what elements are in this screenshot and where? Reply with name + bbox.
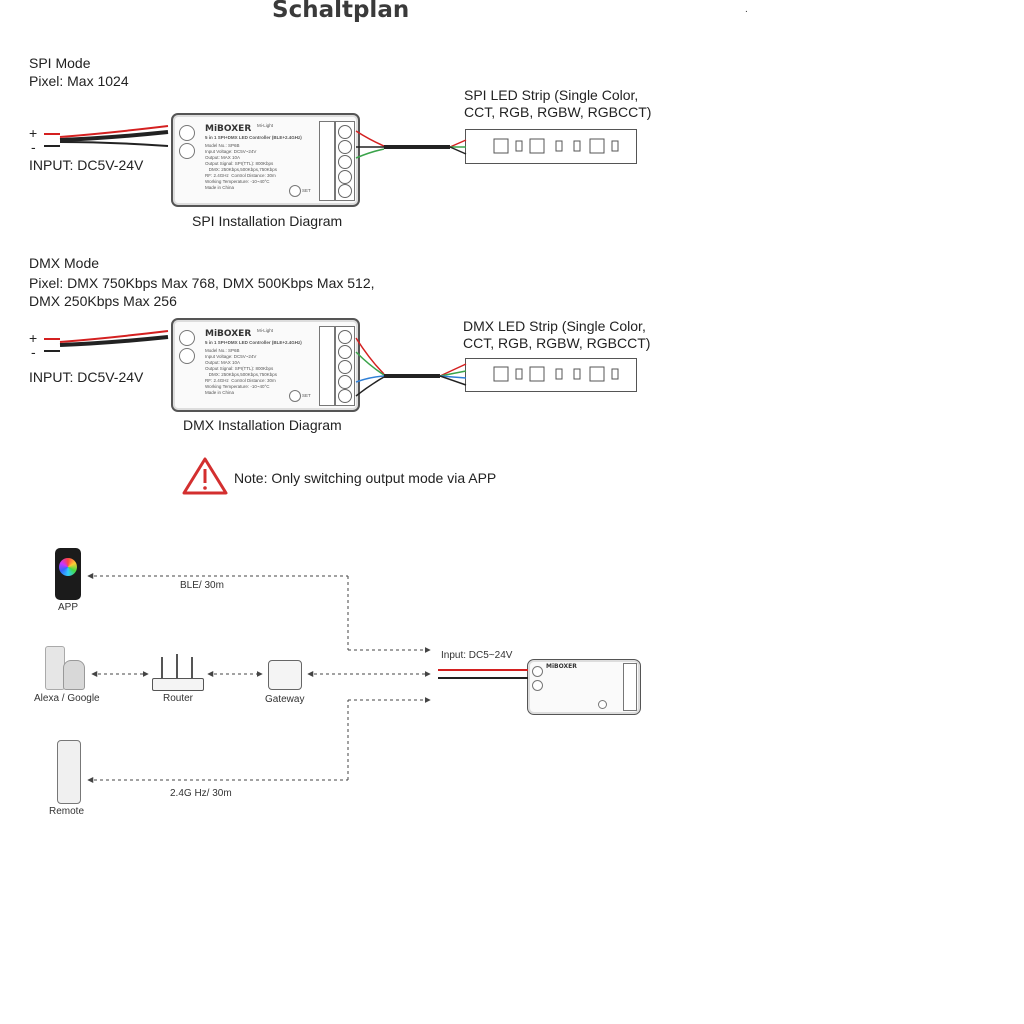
warning-icon [184, 459, 226, 493]
dmx-controller-specs: Model No.: SP6B Input Voltage: DC5V~24V Output: MAX 10A Output Signal: SPI(TTL): 800Kbps DMX: 250Kbps,500Kbps,750Kbps RF: 2.4GHz Control Distance: 30m Working Temperature: -10~40°C Made in China [205, 348, 278, 395]
dmx-strip-leds [494, 367, 618, 381]
note-text: Note: Only switching output mode via APP [234, 470, 497, 486]
remote-label: Remote [49, 806, 85, 817]
dmx-controller-brand: MiBOXER [205, 329, 252, 339]
dmx-strip-label-1: DMX LED Strip (Single Color, [463, 318, 646, 334]
rf-label: 2.4G Hz/ 30m [170, 788, 232, 799]
spi-input-label: INPUT: DC5V-24V [29, 157, 144, 173]
spi-output-wires [356, 131, 466, 158]
spi-minus-label: - [31, 139, 36, 155]
dmx-controller-name: 5 in 1 SPI+DMX LED Controller (BLE+2.4GHz) [205, 340, 302, 345]
dmx-controller-sub-brand: Mi-Light [257, 328, 274, 333]
spi-strip-label-1: SPI LED Strip (Single Color, [464, 87, 639, 103]
ble-label: BLE/ 30m [180, 580, 224, 591]
app-label: APP [58, 602, 79, 613]
spi-controller-specs: Model No.: SP6B Input Voltage: DC5V~24V Output: MAX 10A Output Signal: SPI(TTL): 800Kbps DMX: 250Kbps,500Kbps,750Kbps RF: 2.4GHz Control Distance: 30m Working Temperature: -10~40°C Made in China [205, 143, 278, 190]
spi-input-wires [44, 126, 168, 146]
dmx-set-label: SET [302, 393, 311, 398]
connection-lines [88, 576, 430, 780]
dmx-input-label: INPUT: DC5V-24V [29, 369, 144, 385]
spi-mode-label: SPI Mode [29, 55, 91, 71]
stray-dot: . [745, 4, 748, 15]
router-label: Router [163, 693, 194, 704]
network-controller-brand: MiBOXER [546, 663, 577, 670]
dmx-pixel-label-1: Pixel: DMX 750Kbps Max 768, DMX 500Kbps Max 512, [29, 275, 375, 291]
gateway-label: Gateway [265, 694, 305, 705]
spi-strip-leds [494, 139, 618, 153]
spi-pixel-label: Pixel: Max 1024 [29, 73, 129, 89]
router-antennas [162, 654, 192, 678]
dmx-mode-label: DMX Mode [29, 255, 100, 271]
spi-caption: SPI Installation Diagram [192, 213, 343, 229]
spi-strip-label-2: CCT, RGB, RGBW, RGBCCT) [464, 104, 652, 120]
dmx-strip-label-2: CCT, RGB, RGBW, RGBCCT) [463, 335, 651, 351]
dmx-input-wires [44, 331, 168, 351]
dmx-plus-label: + [29, 330, 38, 346]
page-title: Schaltplan [272, 0, 410, 23]
network-input-label: Input: DC5~24V [441, 650, 513, 661]
dmx-caption: DMX Installation Diagram [183, 417, 342, 433]
network-input-wires [438, 670, 528, 678]
spi-set-label: SET [302, 188, 311, 193]
dmx-pixel-label-2: DMX 250Kbps Max 256 [29, 293, 177, 309]
spi-controller-sub-brand: Mi-Light [257, 123, 274, 128]
spi-controller-brand: MiBOXER [205, 124, 252, 134]
dmx-minus-label: - [31, 344, 36, 360]
dmx-output-wires [356, 338, 466, 396]
spi-controller-name: 5 in 1 SPI+DMX LED Controller (BLE+2.4GHz) [205, 135, 302, 140]
spi-plus-label: + [29, 125, 38, 141]
alexa-google-label: Alexa / Google [34, 693, 100, 704]
